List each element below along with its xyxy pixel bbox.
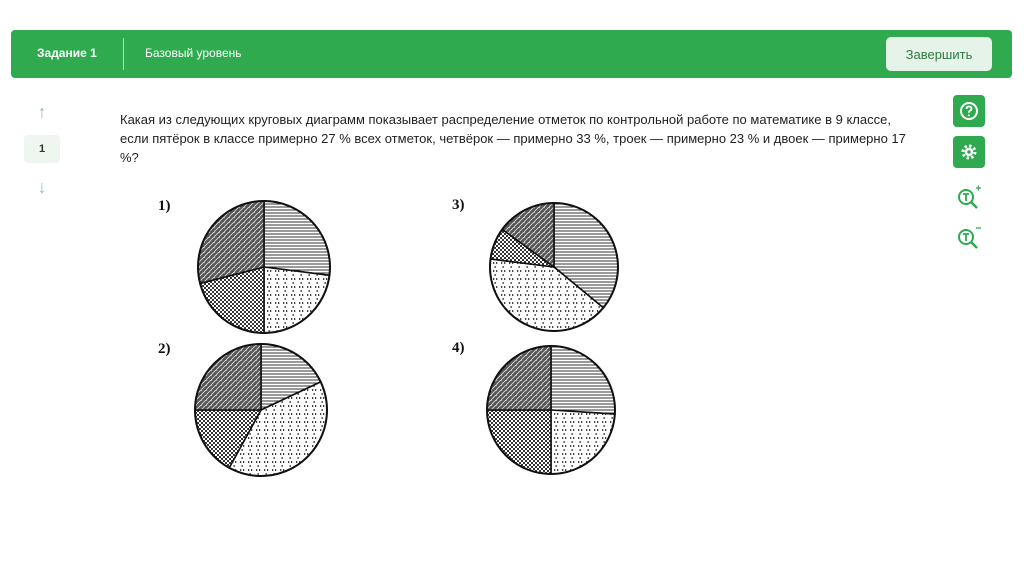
text-zoom-in-button[interactable] [955,184,985,212]
option-1-label: 1) [158,198,171,214]
question-number[interactable]: 1 [24,135,60,163]
finish-button[interactable]: Завершить [886,37,992,71]
text-zoom-in-icon [955,184,985,212]
text-zoom-out-button[interactable] [955,224,985,252]
option-3-label: 3) [452,197,465,213]
arrow-up-icon[interactable]: ↑ [37,102,47,122]
level-label: Базовый уровень [145,46,242,60]
help-icon [959,101,979,121]
text-zoom-out-icon [955,224,985,252]
pie-chart-option-4[interactable] [481,340,621,480]
settings-button[interactable] [953,136,985,168]
help-button[interactable] [953,95,985,127]
gear-icon [959,142,979,162]
pie-4-slice-1 [551,346,615,414]
task-label: Задание 1 [37,46,97,60]
pie-1-slice-2 [264,267,329,333]
question-text: Какая из следующих круговых диаграмм показывает распределение отметок по контрольной работе по математике в 9 классе, если пятёрок в классе примерно 27 % всех отметок, четвёрок — примерно 33 %, троек — примерно 23 % и двоек — примерно 17 %? [120,112,906,165]
pie-1-slice-1 [264,201,330,275]
option-2-label: 2) [158,341,171,357]
header-divider [123,38,124,70]
top-bar [11,30,1012,78]
pie-chart-option-1[interactable] [194,197,334,337]
pie-chart-option-3[interactable] [484,197,624,337]
pie-chart-option-2[interactable] [191,340,331,480]
option-4-label: 4) [452,340,465,356]
arrow-down-icon[interactable]: ↓ [37,177,47,197]
